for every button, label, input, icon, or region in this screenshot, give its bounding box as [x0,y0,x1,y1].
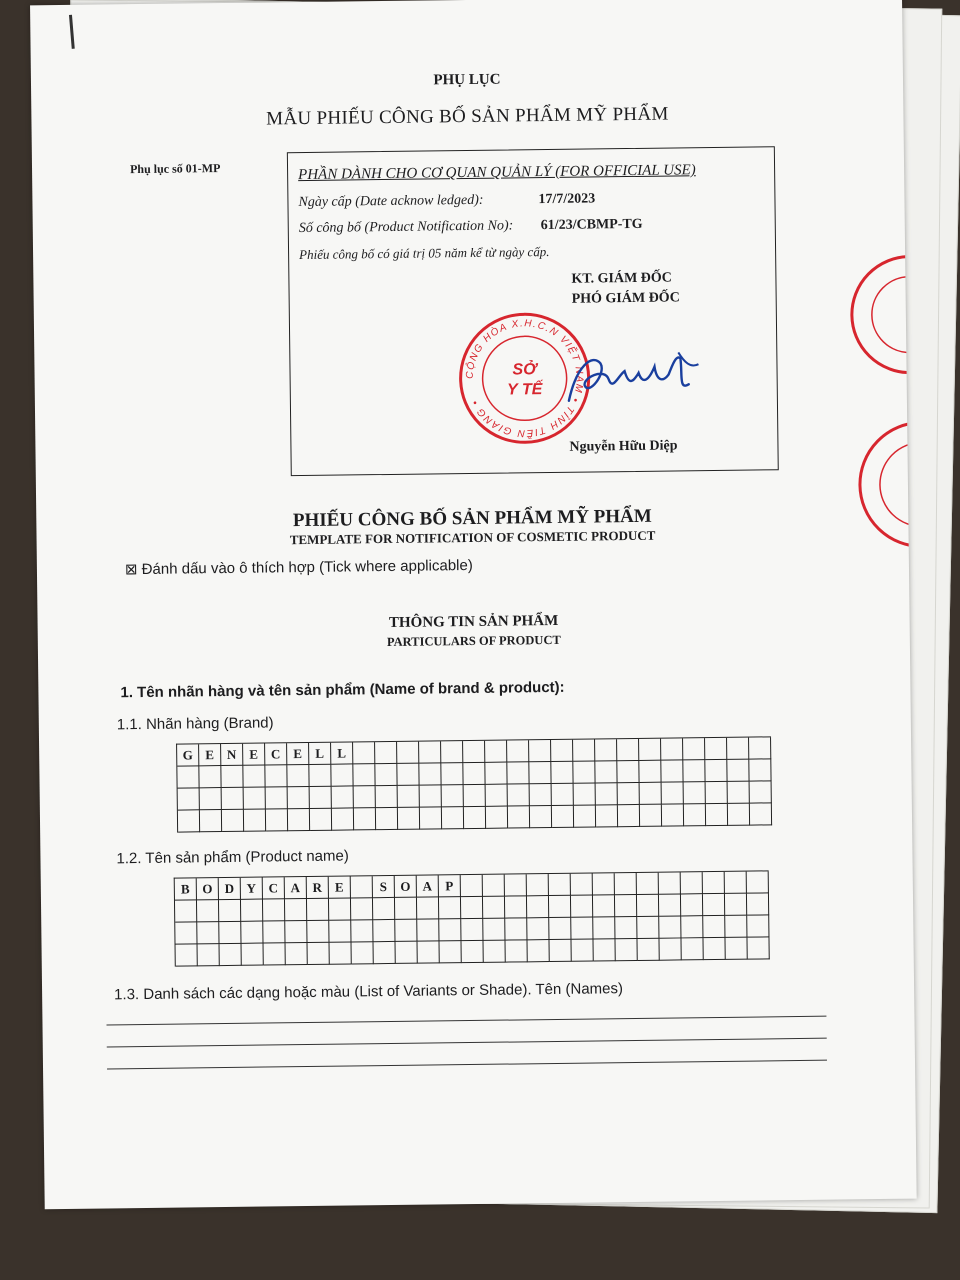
letter-box [241,922,263,944]
letter-box: L [331,742,353,764]
letter-box [749,759,771,781]
letter-box: A [417,875,439,897]
letter-box [640,783,662,805]
letter-box [200,810,222,832]
letter-box [374,942,396,964]
letter-box [681,916,703,938]
letter-box [595,739,617,761]
letter-box [242,944,264,966]
variants-line-1 [106,1016,826,1026]
letter-box [507,740,529,762]
letter-box [505,918,527,940]
letter-box [573,739,595,761]
letter-box [288,809,310,831]
letter-box [595,761,617,783]
letter-box [661,760,683,782]
letter-box: G [177,744,199,766]
letter-box [266,787,288,809]
letter-box [310,809,332,831]
letter-box [727,760,749,782]
letter-box [461,941,483,963]
letter-box [617,761,639,783]
letter-box [354,786,376,808]
letter-box [419,763,441,785]
letter-box [329,898,351,920]
letter-box [373,898,395,920]
letter-box [243,766,265,788]
letter-box [420,807,442,829]
letter-box [483,875,505,897]
letter-box [461,875,483,897]
letter-box: S [373,876,395,898]
letter-box [508,806,530,828]
letter-box [219,922,241,944]
letter-box: B [175,878,197,900]
letter-box [571,918,593,940]
letter-box [486,807,508,829]
side-seal-stamp-bottom [845,394,917,595]
letter-box: E [243,744,265,766]
date-value: 17/7/2023 [538,191,596,208]
letter-box [551,762,573,784]
letter-box [461,897,483,919]
letter-box: Y [241,878,263,900]
letter-box: E [287,743,309,765]
letter-box: A [285,877,307,899]
letter-box [264,943,286,965]
document-page [30,0,917,1209]
letter-box [222,810,244,832]
section-1-title: 1. Tên nhãn hàng và tên sản phẩm (Name of brand & product): [120,678,565,702]
letter-box [552,806,574,828]
letter-box [177,766,199,788]
variants-line-2 [107,1038,827,1048]
letter-box [747,915,769,937]
official-use-header: PHẦN DÀNH CHO CƠ QUAN QUẢN LÝ (FOR OFFICIAL USE) [298,162,696,184]
letter-box [593,939,615,961]
letter-box: E [329,876,351,898]
letter-box [263,899,285,921]
letter-box: N [221,744,243,766]
letter-box [332,786,354,808]
letter-box [637,917,659,939]
letter-box [397,764,419,786]
letter-box [486,785,508,807]
letter-box [199,766,221,788]
letter-box [307,899,329,921]
letter-box [464,785,486,807]
letter-box [747,871,769,893]
letter-box [442,785,464,807]
letter-box [309,765,331,787]
letter-box [331,764,353,786]
letter-box [530,806,552,828]
letter-box [571,896,593,918]
brand-label: 1.1. Nhãn hàng (Brand) [116,714,274,734]
letter-box [549,918,571,940]
letter-box [681,938,703,960]
letter-box [527,874,549,896]
letter-box [351,876,373,898]
letter-box [464,807,486,829]
letter-box [483,919,505,941]
letter-box [747,937,769,959]
letter-box [706,782,728,804]
letter-box [263,921,285,943]
signer-name: Nguyễn Hữu Diệp [569,438,678,455]
letter-box [639,761,661,783]
letter-box [351,920,373,942]
letter-box [750,803,772,825]
letter-box [441,741,463,763]
tick-instruction: ⊠ Đánh dấu vào ô thích hợp (Tick where applicable) [124,556,473,579]
letter-box [728,782,750,804]
letter-box [683,760,705,782]
letter-box [551,740,573,762]
letter-box [219,900,241,922]
letter-box [485,741,507,763]
position-line-1: KT. GIÁM ĐỐC [571,270,672,287]
letter-box [244,810,266,832]
letter-box [352,942,374,964]
letter-box [307,921,329,943]
notification-number-label: Số công bố (Product Notification No): [298,218,514,237]
notification-number-value: 61/23/CBMP-TG [540,216,643,234]
letter-box [308,943,330,965]
letter-box [442,807,464,829]
date-label: Ngày cấp (Date acknow ledged): [298,192,484,211]
letter-box [332,808,354,830]
letter-box [703,916,725,938]
letter-box [485,763,507,785]
letter-box [574,783,596,805]
letter-box [417,919,439,941]
letter-box [529,740,551,762]
letter-box [221,766,243,788]
letter-box: P [439,875,461,897]
position-line-2: PHÓ GIÁM ĐỐC [571,290,680,307]
letter-box [463,763,485,785]
letter-box: D [219,878,241,900]
letter-box [683,738,705,760]
letter-box [728,804,750,826]
letter-box [222,788,244,810]
letter-box [395,898,417,920]
product-name-label: 1.2. Tên sản phẩm (Product name) [116,847,349,868]
seal-center-line-2: Y TẾ [507,381,543,399]
letter-box [285,899,307,921]
appendix-number: Phụ lục số 01-MP [129,161,221,177]
letter-box [725,872,747,894]
letter-box [198,944,220,966]
letter-box [197,922,219,944]
letter-box [505,874,527,896]
letter-box [175,922,197,944]
letter-box [725,916,747,938]
letter-box [637,939,659,961]
letter-box [527,940,549,962]
letter-box [727,738,749,760]
letter-box [529,762,551,784]
letter-box [706,804,728,826]
letter-box [527,896,549,918]
letter-box [375,764,397,786]
letter-box [395,920,417,942]
letter-box [661,738,683,760]
letter-box [659,916,681,938]
letter-box [684,782,706,804]
letter-box [461,919,483,941]
notification-subtitle: TEMPLATE FOR NOTIFICATION OF COSMETIC PRODUCT [289,527,656,548]
letter-box [285,921,307,943]
letter-box [549,874,571,896]
letter-box [330,942,352,964]
letter-box: R [307,877,329,899]
letter-box [747,893,769,915]
pen-mark [69,15,75,49]
letter-box [373,920,395,942]
letter-box [684,804,706,826]
letter-box [200,788,222,810]
letter-box [175,900,197,922]
letter-box [705,738,727,760]
letter-box [618,805,640,827]
letter-box [615,895,637,917]
letter-box [527,918,549,940]
letter-box [310,787,332,809]
letter-box [265,765,287,787]
letter-box [571,874,593,896]
letter-box [593,873,615,895]
letter-box [398,786,420,808]
letter-box [639,739,661,761]
letter-box: C [265,743,287,765]
letter-box [441,763,463,785]
letter-box [573,761,595,783]
product-info-subtitle: PARTICULARS OF PRODUCT [386,632,561,650]
letter-box [571,940,593,962]
letter-box [662,804,684,826]
letter-box [483,941,505,963]
letter-box [703,938,725,960]
variants-label: 1.3. Danh sách các dạng hoặc màu (List of Variants or Shade). Tên (Names) [114,980,624,1004]
letter-box: O [197,878,219,900]
letter-box [725,894,747,916]
letter-box: C [263,877,285,899]
letter-box [351,898,373,920]
letter-box [353,764,375,786]
letter-box [596,805,618,827]
letter-box [507,762,529,784]
letter-box [376,786,398,808]
letter-box [750,781,772,803]
brand-letter-grid [176,736,772,832]
letter-box [705,760,727,782]
letter-box [552,784,574,806]
letter-box [703,872,725,894]
letter-box [220,944,242,966]
letter-box [375,742,397,764]
letter-box [417,897,439,919]
letter-box [659,938,681,960]
letter-box [463,741,485,763]
letter-box [508,784,530,806]
letter-box [178,788,200,810]
letter-box [681,872,703,894]
letter-box: O [395,876,417,898]
letter-box [178,810,200,832]
letter-box [749,737,771,759]
letter-box [420,785,442,807]
letter-box [439,897,461,919]
product-info-title: THÔNG TIN SẢN PHẨM [388,612,559,631]
letter-box [197,900,219,922]
letter-box [593,917,615,939]
letter-box [244,788,266,810]
letter-box [681,894,703,916]
official-use-box [287,146,779,476]
letter-box [483,897,505,919]
letter-box [398,808,420,830]
validity-note: Phiếu công bố có giá trị 05 năm kể từ ngày cấp. [299,243,550,263]
letter-box [549,940,571,962]
letter-box [241,900,263,922]
handwritten-signature [558,344,709,416]
letter-box [596,783,618,805]
variants-line-3 [107,1060,827,1070]
letter-box [637,873,659,895]
product-letter-grid [174,870,770,966]
letter-box [530,784,552,806]
letter-box [286,943,308,965]
seal-ring-text: CỘNG HÒA X.H.C.N VIỆT NAM • TỈNH TIỀN GIANG • [464,318,585,439]
letter-box [376,808,398,830]
letter-box: E [199,744,221,766]
letter-box [574,805,596,827]
letter-box [615,917,637,939]
letter-box [593,895,615,917]
seal-center-line-1: SỞ [512,361,537,379]
letter-box [725,938,747,960]
notification-title: PHIẾU CÔNG BỐ SẢN PHẨM MỸ PHẨM [292,505,652,532]
letter-box [617,739,639,761]
letter-box [549,896,571,918]
letter-box [703,894,725,916]
notification-number-row [298,216,643,237]
letter-box [615,873,637,895]
letter-box [396,942,418,964]
letter-box [329,920,351,942]
appendix-title: PHỤ LỤC [433,71,501,89]
letter-box [505,940,527,962]
letter-box [288,787,310,809]
letter-box [662,782,684,804]
letter-box [615,939,637,961]
letter-box: L [309,743,331,765]
letter-box [439,919,461,941]
letter-box [505,896,527,918]
letter-box [353,742,375,764]
letter-box [659,894,681,916]
letter-box [659,872,681,894]
letter-box [176,944,198,966]
letter-box [637,895,659,917]
date-row [298,191,596,211]
form-title: MẪU PHIẾU CÔNG BỐ SẢN PHẨM MỸ PHẨM [266,103,669,130]
letter-box [354,808,376,830]
letter-box [418,941,440,963]
letter-box [397,742,419,764]
letter-box [266,809,288,831]
letter-box [618,783,640,805]
letter-box [287,765,309,787]
letter-box [640,805,662,827]
letter-box [439,941,461,963]
letter-box [419,741,441,763]
